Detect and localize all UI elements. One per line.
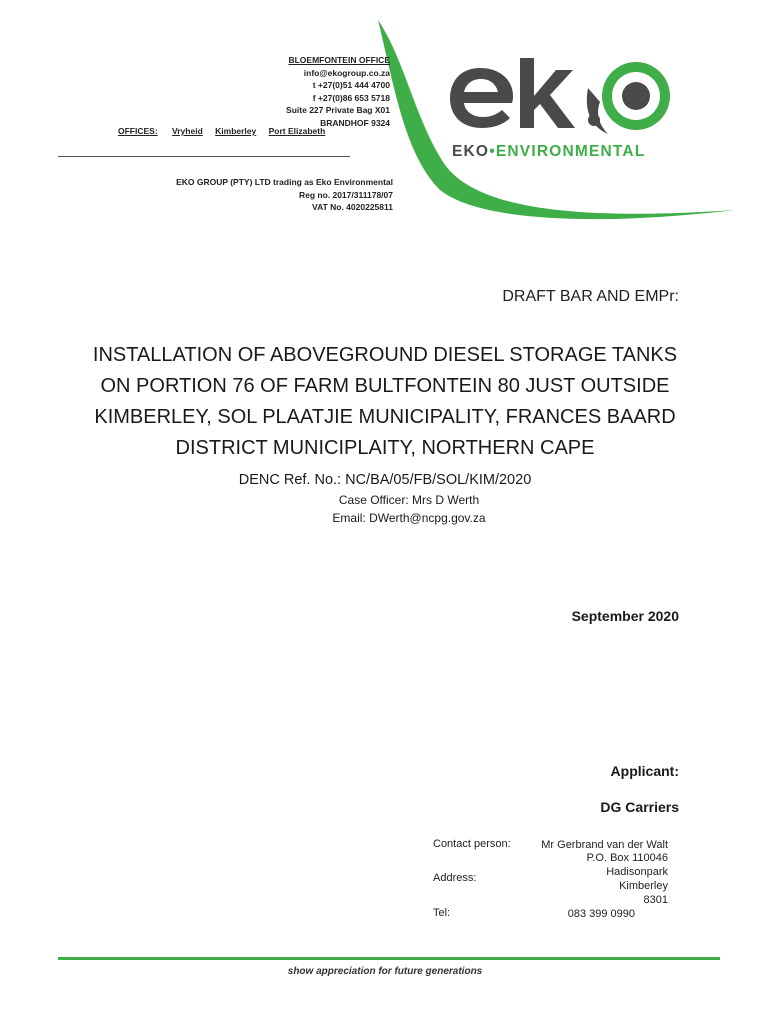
document-title [90,340,680,464]
vat-number: VAT No. 4020225811 [312,202,393,213]
contact-person-label: Contact person: [433,838,511,850]
wordmark-dot: • [489,143,496,160]
offices-list [118,126,335,136]
office-email: info@ekogroup.co.za [303,67,390,78]
office-telephone: t +27(0)51 444 4700 [312,80,390,91]
title-line-4: DISTRICT MUNICIPLAITY, NORTHERN CAPE [175,437,595,459]
office-town: BRANDHOF 9324 [320,117,390,128]
wordmark-environmental: ENVIRONMENTAL [495,143,646,160]
address-value [586,851,668,907]
address-line-2: Hadisonpark [606,866,668,878]
letterhead-divider [58,156,350,157]
offices-label: OFFICES: [118,126,158,136]
office-address-block [200,54,390,130]
title-line-2: ON PORTION 76 OF FARM BULTFONTEIN 80 JUST OUTSIDE [100,375,670,397]
office-title: BLOEMFONTEIN OFFICE [288,55,390,65]
office-vryheid: Vryheid [172,126,203,136]
office-port-elizabeth: Port Elizabeth [268,126,326,136]
applicant-label: Applicant: [610,763,679,779]
footer-tagline: show appreciation for future generations [287,966,483,977]
document-date: September 2020 [571,608,679,624]
address-line-4: 8301 [643,894,668,906]
telephone-value: 083 399 0990 [567,908,635,920]
office-kimberley: Kimberley [215,126,257,136]
company-name: EKO GROUP (PTY) LTD trading as Eko Environmental [176,177,393,187]
title-line-1: INSTALLATION OF ABOVEGROUND DIESEL STORAGE TANKS [92,344,678,366]
title-line-3: KIMBERLEY, SOL PLAATJIE MUNICIPALITY, FRANCES BAARD [94,406,676,428]
eko-logo [448,58,708,138]
case-officer-email: Email: DWerth@ncpg.gov.za [332,511,486,525]
address-label: Address: [433,872,477,884]
document-type: DRAFT BAR AND EMPr: [502,288,679,305]
case-officer-block [0,491,770,527]
registration-number: Reg no. 2017/311178/07 [298,189,393,200]
applicant-name: DG Carriers [600,799,679,815]
address-line-3: Kimberley [619,880,668,892]
address-line-1: P.O. Box 110046 [586,852,668,864]
case-officer: Case Officer: Mrs D Werth [338,493,480,507]
footer-divider [58,957,720,960]
office-fax: f +27(0)86 653 5718 [312,92,390,103]
telephone-label: Tel: [433,907,451,919]
contact-person-value: Mr Gerbrand van der Walt [541,839,668,851]
office-postal-address: Suite 227 Private Bag X01 [286,105,390,116]
eko-environmental-wordmark [452,143,646,161]
company-registration-block [125,176,393,214]
reference-number: DENC Ref. No.: NC/BA/05/FB/SOL/KIM/2020 [238,472,532,488]
wordmark-brand: EKO [452,143,490,160]
